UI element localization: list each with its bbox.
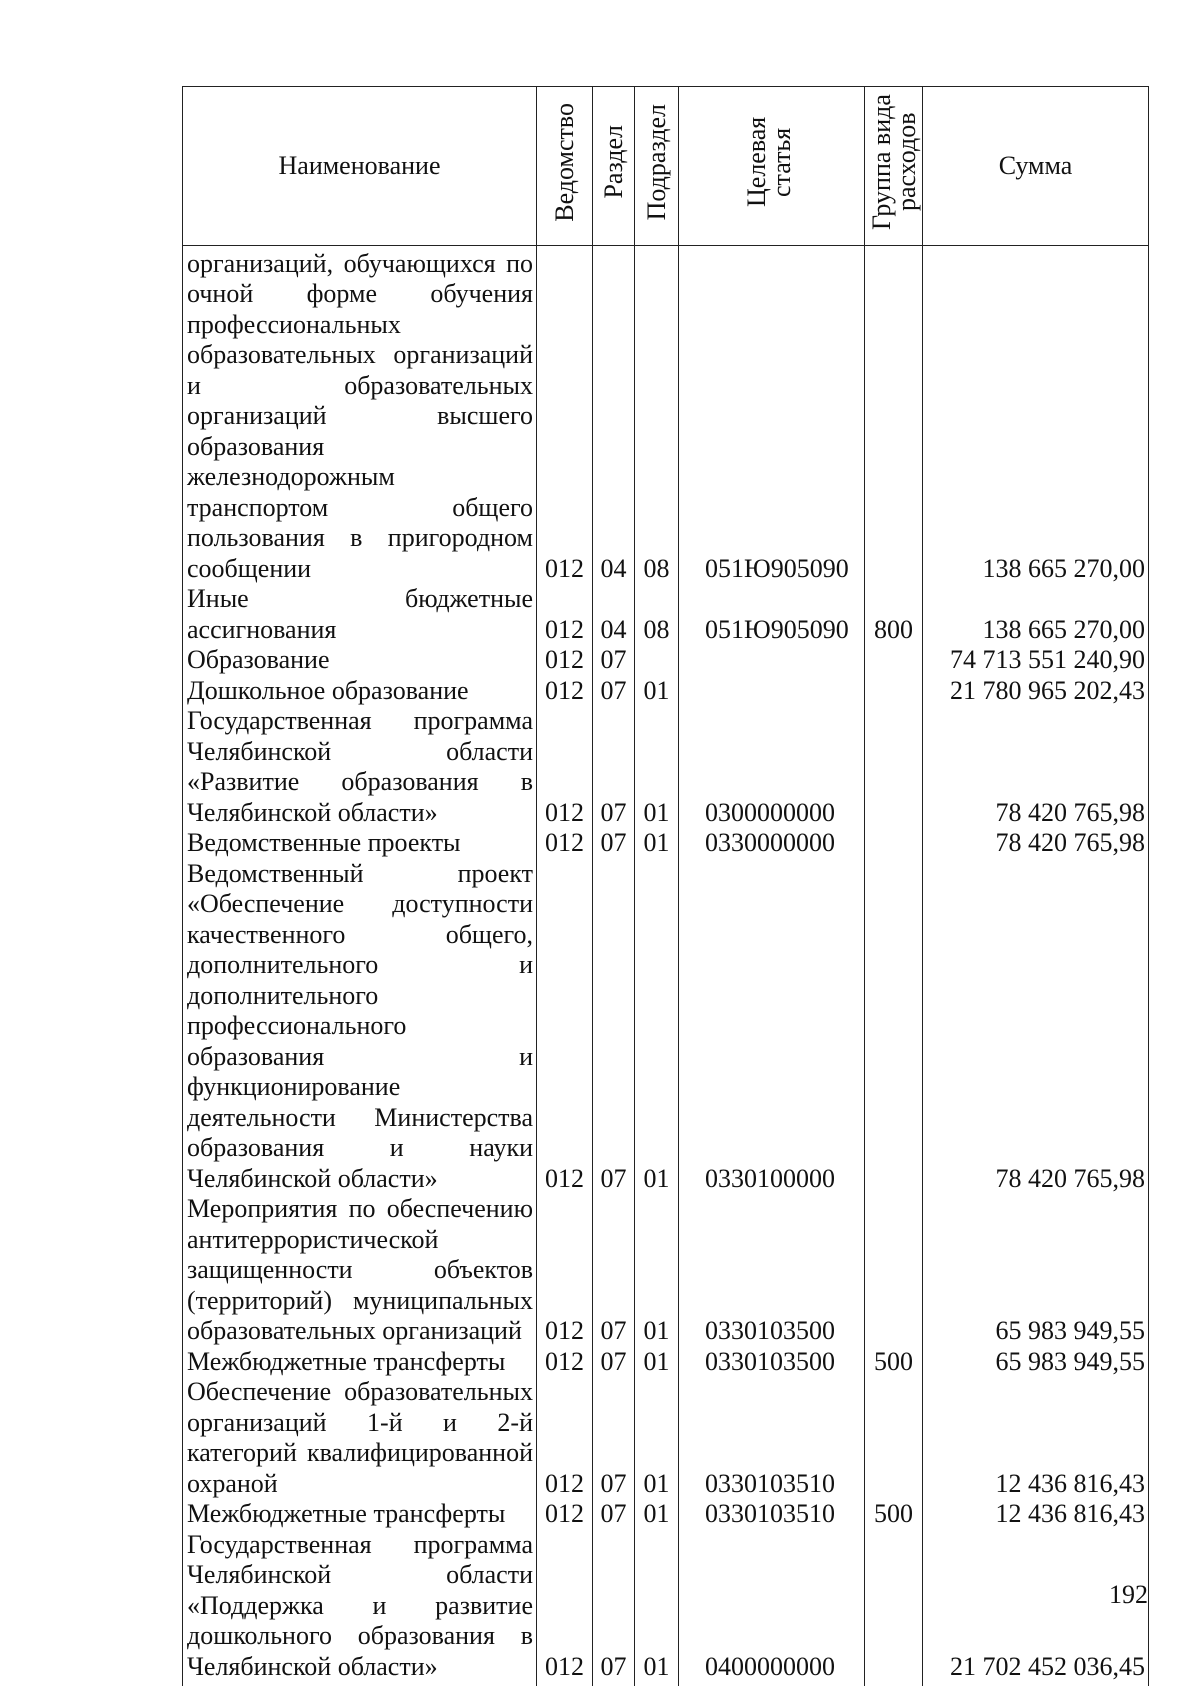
row-summa-cell: 78 420 765,98: [923, 828, 1149, 859]
row-name-cell: Образование: [183, 645, 537, 676]
row-vedomstvo-cell: 012: [537, 676, 593, 707]
table-row: [183, 706, 1149, 828]
row-razdel-cell: 07: [593, 706, 635, 828]
row-vedomstvo-cell: 012: [537, 1194, 593, 1347]
row-vedomstvo-cell: 012: [537, 584, 593, 645]
row-celevaya-cell: 0330000000: [679, 828, 865, 859]
table-row: [183, 1377, 1149, 1499]
row-name-cell: Дошкольное образование: [183, 676, 537, 707]
table-row: [183, 1347, 1149, 1378]
row-podrazdel-cell: 01: [635, 706, 679, 828]
row-name-cell: организаций, обучающихся по очной форме обучения профессиональных образовательных организаций и образовательных организаций высшего образования железнодорожным транспортом общего пользования в пригородном сообщении: [183, 245, 537, 584]
row-summa-cell: 138 665 270,00: [923, 245, 1149, 584]
page-number: 192: [1109, 1580, 1148, 1609]
row-vedomstvo-cell: 012: [537, 1377, 593, 1499]
row-razdel-cell: 04: [593, 245, 635, 584]
row-razdel-cell: 07: [593, 1377, 635, 1499]
table-row: [183, 245, 1149, 584]
row-summa-cell: 65 983 949,55: [923, 1347, 1149, 1378]
row-gruppa-cell: [865, 1377, 923, 1499]
header-gruppa-vida-rashodov: Группа вида расходов: [865, 87, 923, 246]
table-row: [183, 1530, 1149, 1687]
row-vedomstvo-cell: 012: [537, 859, 593, 1195]
row-celevaya-cell: 051Ю905090: [679, 584, 865, 645]
row-gruppa-cell: [865, 676, 923, 707]
header-podrazdel: Подраздел: [635, 87, 679, 246]
row-podrazdel-cell: [635, 645, 679, 676]
row-razdel-cell: 07: [593, 676, 635, 707]
header-summa: Сумма: [923, 87, 1149, 246]
row-name-cell: Ведомственные проекты: [183, 828, 537, 859]
row-vedomstvo-cell: 012: [537, 245, 593, 584]
header-celevaya-statya: Целевая статья: [679, 87, 865, 246]
row-podrazdel-cell: 01: [635, 1347, 679, 1378]
row-gruppa-cell: 500: [865, 1347, 923, 1378]
row-gruppa-cell: [865, 706, 923, 828]
row-razdel-cell: 07: [593, 645, 635, 676]
row-razdel-cell: 07: [593, 1530, 635, 1687]
header-vedomstvo: Ведомство: [537, 87, 593, 246]
row-summa-cell: 78 420 765,98: [923, 706, 1149, 828]
row-razdel-cell: 07: [593, 859, 635, 1195]
header-name: Наименование: [183, 87, 537, 246]
table-row: [183, 645, 1149, 676]
row-celevaya-cell: 051Ю905090: [679, 245, 865, 584]
row-name-cell: Межбюджетные трансферты: [183, 1499, 537, 1530]
row-summa-cell: 78 420 765,98: [923, 859, 1149, 1195]
row-razdel-cell: 07: [593, 1499, 635, 1530]
row-gruppa-cell: [865, 828, 923, 859]
table-row: [183, 859, 1149, 1195]
table-row: [183, 1194, 1149, 1347]
row-celevaya-cell: 0300000000: [679, 706, 865, 828]
row-celevaya-cell: 0330103500: [679, 1347, 865, 1378]
row-name-cell: Межбюджетные трансферты: [183, 1347, 537, 1378]
row-vedomstvo-cell: 012: [537, 645, 593, 676]
row-gruppa-cell: 500: [865, 1499, 923, 1530]
row-vedomstvo-cell: 012: [537, 828, 593, 859]
row-name-cell: Государственная программа Челябинской области «Поддержка и развитие дошкольного образования в Челябинской области»: [183, 1530, 537, 1687]
row-name-cell: Государственная программа Челябинской области «Развитие образования в Челябинской области»: [183, 706, 537, 828]
row-razdel-cell: 07: [593, 828, 635, 859]
row-summa-cell: 65 983 949,55: [923, 1194, 1149, 1347]
row-podrazdel-cell: 08: [635, 584, 679, 645]
row-podrazdel-cell: 01: [635, 859, 679, 1195]
row-summa-cell: 12 436 816,43: [923, 1377, 1149, 1499]
budget-table: [182, 86, 1149, 1686]
table-row: [183, 1499, 1149, 1530]
table-header-row: [183, 87, 1149, 246]
table-body: [183, 245, 1149, 1686]
row-name-cell: Иные бюджетные ассигнования: [183, 584, 537, 645]
row-gruppa-cell: 800: [865, 584, 923, 645]
row-name-cell: Обеспечение образовательных организаций 1-й и 2-й категорий квалифицированной охраной: [183, 1377, 537, 1499]
row-celevaya-cell: [679, 676, 865, 707]
row-celevaya-cell: 0330100000: [679, 859, 865, 1195]
row-gruppa-cell: [865, 245, 923, 584]
row-podrazdel-cell: 01: [635, 1499, 679, 1530]
row-razdel-cell: 07: [593, 1194, 635, 1347]
table-row: [183, 828, 1149, 859]
row-celevaya-cell: 0400000000: [679, 1530, 865, 1687]
row-celevaya-cell: 0330103500: [679, 1194, 865, 1347]
table-row: [183, 584, 1149, 645]
row-razdel-cell: 07: [593, 1347, 635, 1378]
row-gruppa-cell: [865, 645, 923, 676]
row-podrazdel-cell: 01: [635, 1530, 679, 1687]
row-celevaya-cell: 0330103510: [679, 1377, 865, 1499]
row-celevaya-cell: 0330103510: [679, 1499, 865, 1530]
row-gruppa-cell: [865, 859, 923, 1195]
header-razdel: Раздел: [593, 87, 635, 246]
row-podrazdel-cell: 01: [635, 676, 679, 707]
row-gruppa-cell: [865, 1194, 923, 1347]
row-summa-cell: 12 436 816,43: [923, 1499, 1149, 1530]
row-summa-cell: 138 665 270,00: [923, 584, 1149, 645]
row-name-cell: Мероприятия по обеспечению антитеррористической защищенности объектов (территорий) муниципальных образовательных организаций: [183, 1194, 537, 1347]
row-summa-cell: 74 713 551 240,90: [923, 645, 1149, 676]
row-celevaya-cell: [679, 645, 865, 676]
row-vedomstvo-cell: 012: [537, 1530, 593, 1687]
row-razdel-cell: 04: [593, 584, 635, 645]
row-name-cell: Ведомственный проект «Обеспечение доступности качественного общего, дополнительного и дополнительного профессионального образования и функционирование деятельности Министерства образования и науки Челябинской области»: [183, 859, 537, 1195]
row-vedomstvo-cell: 012: [537, 706, 593, 828]
row-podrazdel-cell: 08: [635, 245, 679, 584]
row-vedomstvo-cell: 012: [537, 1499, 593, 1530]
row-vedomstvo-cell: 012: [537, 1347, 593, 1378]
row-podrazdel-cell: 01: [635, 1194, 679, 1347]
row-summa-cell: 21 702 452 036,45: [923, 1530, 1149, 1687]
row-podrazdel-cell: 01: [635, 1377, 679, 1499]
row-podrazdel-cell: 01: [635, 828, 679, 859]
table-row: [183, 676, 1149, 707]
row-summa-cell: 21 780 965 202,43: [923, 676, 1149, 707]
row-gruppa-cell: [865, 1530, 923, 1687]
